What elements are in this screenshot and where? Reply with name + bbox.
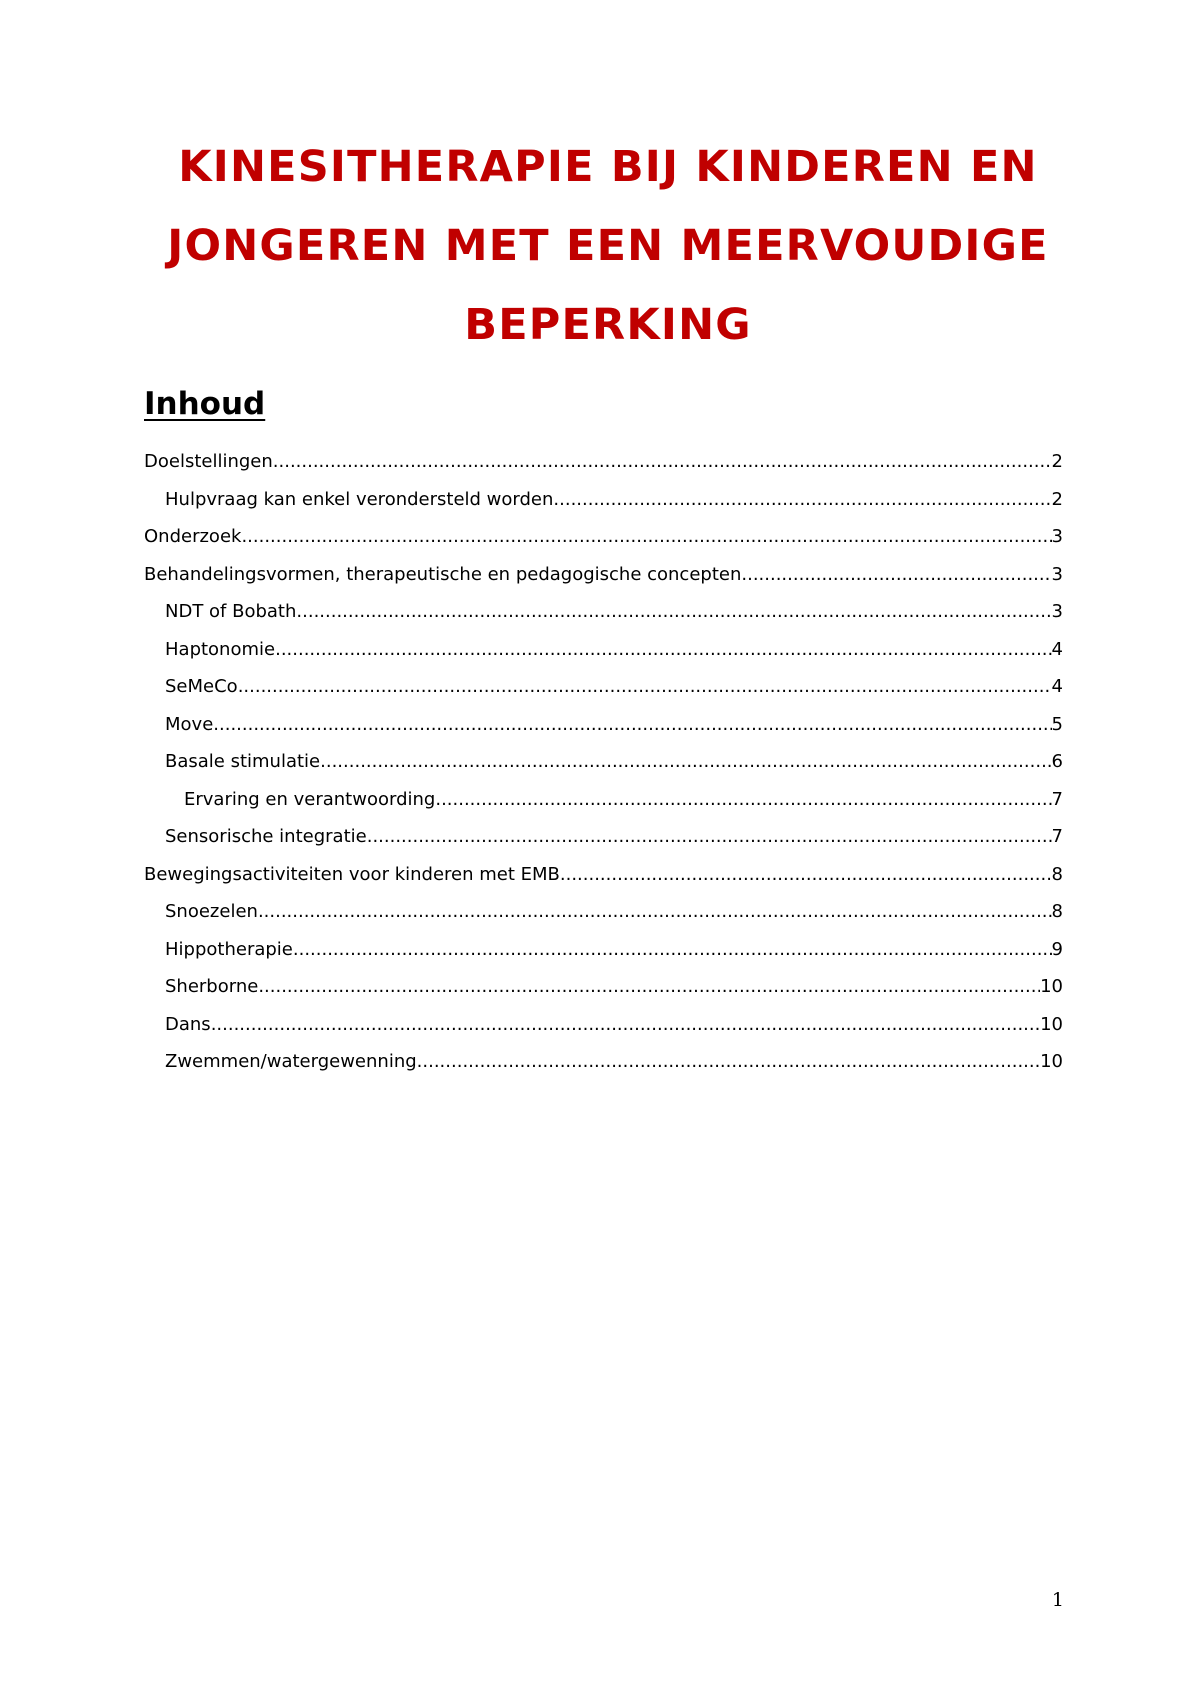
toc-entry-page: 2 <box>1051 451 1063 472</box>
toc-dot-leader <box>320 743 1051 781</box>
toc-dot-leader <box>741 556 1051 594</box>
toc-dot-leader <box>258 968 1040 1006</box>
toc-entry-page: 10 <box>1040 1013 1063 1035</box>
toc-entry-page: 8 <box>1051 863 1063 885</box>
toc-dot-leader <box>211 1006 1040 1044</box>
title-line-2: JONGEREN MET EEN MEERVOUDIGE <box>167 221 1049 271</box>
title-line-1: KINESITHERAPIE BIJ KINDEREN EN <box>178 142 1038 192</box>
toc-entry-hippotherapie[interactable] <box>144 931 1063 969</box>
toc-entry-move[interactable] <box>144 706 1063 744</box>
toc-entry-page: 7 <box>1051 788 1063 810</box>
toc-entry-page: 5 <box>1051 713 1063 735</box>
toc-entry-label: Hippotherapie <box>165 938 293 960</box>
toc-dot-leader <box>435 781 1051 819</box>
toc-entry-label: Ervaring en verantwoording <box>184 788 436 810</box>
toc-entry-label: Move <box>165 713 214 735</box>
toc-entry-label: Dans <box>165 1013 211 1035</box>
toc-dot-leader <box>238 668 1052 706</box>
toc-entry-sensorische-integratie[interactable] <box>144 818 1063 856</box>
toc-entry-doelstellingen[interactable] <box>144 443 1063 481</box>
toc-entry-page: 10 <box>1040 1051 1063 1072</box>
title-line-3: BEPERKING <box>464 300 752 350</box>
toc-entry-page: 7 <box>1051 826 1063 847</box>
toc-entry-label: Onderzoek <box>144 526 242 547</box>
toc-entry-ervaring-verantwoording[interactable] <box>144 781 1063 819</box>
toc-entry-page: 3 <box>1051 563 1063 585</box>
toc-entry-label: Behandelingsvormen, therapeutische en pedagogische concepten <box>144 563 742 585</box>
toc-dot-leader <box>367 818 1052 856</box>
toc-dot-leader <box>213 706 1051 744</box>
toc-entry-snoezelen[interactable] <box>144 893 1063 931</box>
page-number: 1 <box>1051 1589 1064 1611</box>
toc-entry-zwemmen-watergewenning[interactable] <box>144 1043 1063 1081</box>
toc-entry-behandelingsvormen[interactable] <box>144 556 1063 594</box>
toc-entry-page: 6 <box>1051 751 1063 772</box>
toc-entry-page: 3 <box>1051 601 1063 622</box>
toc-entry-page: 10 <box>1040 976 1063 997</box>
toc-entry-label: Zwemmen/watergewenning <box>165 1051 417 1072</box>
toc-entry-page: 4 <box>1051 638 1063 660</box>
toc-entry-haptonomie[interactable] <box>144 631 1063 669</box>
toc-dot-leader <box>241 518 1051 556</box>
toc-entry-page: 8 <box>1051 901 1063 922</box>
toc-entry-semeco[interactable] <box>144 668 1063 706</box>
toc-entry-bewegingsactiviteiten[interactable] <box>144 856 1063 894</box>
toc-dot-leader <box>560 856 1052 894</box>
toc-entry-label: Haptonomie <box>165 638 276 660</box>
toc-entry-label: Hulpvraag kan enkel verondersteld worden <box>165 488 554 510</box>
toc-entry-ndt-bobath[interactable] <box>144 593 1063 631</box>
toc-dot-leader <box>553 481 1051 519</box>
toc-entry-label: Basale stimulatie <box>165 751 321 772</box>
toc-dot-leader <box>293 931 1052 969</box>
toc-entry-label: Snoezelen <box>165 901 258 922</box>
toc-entry-label: SeMeCo <box>165 676 238 697</box>
toc-entry-label: Sherborne <box>165 976 259 997</box>
toc-entry-label: Sensorische integratie <box>165 826 367 847</box>
toc-entry-onderzoek[interactable] <box>144 518 1063 556</box>
toc-entry-dans[interactable] <box>144 1006 1063 1044</box>
toc-entry-page: 2 <box>1051 488 1063 510</box>
toc-entry-page: 4 <box>1051 676 1063 697</box>
toc-dot-leader <box>417 1043 1040 1081</box>
document-title <box>130 128 1086 365</box>
toc-entry-basale-stimulatie[interactable] <box>144 743 1063 781</box>
toc-entry-sherborne[interactable] <box>144 968 1063 1006</box>
toc-heading: Inhoud <box>144 386 266 422</box>
table-of-contents <box>144 443 1063 1081</box>
toc-entry-label: Doelstellingen <box>144 451 273 472</box>
toc-dot-leader <box>275 631 1051 669</box>
toc-dot-leader <box>258 893 1052 931</box>
toc-dot-leader <box>273 443 1052 481</box>
toc-entry-label: Bewegingsactiviteiten voor kinderen met EMB <box>144 863 560 885</box>
toc-dot-leader <box>296 593 1051 631</box>
toc-entry-page: 3 <box>1051 526 1063 547</box>
toc-entry-label: NDT of Bobath <box>165 601 297 622</box>
toc-entry-page: 9 <box>1051 938 1063 960</box>
toc-entry-hulpvraag[interactable] <box>144 481 1063 519</box>
